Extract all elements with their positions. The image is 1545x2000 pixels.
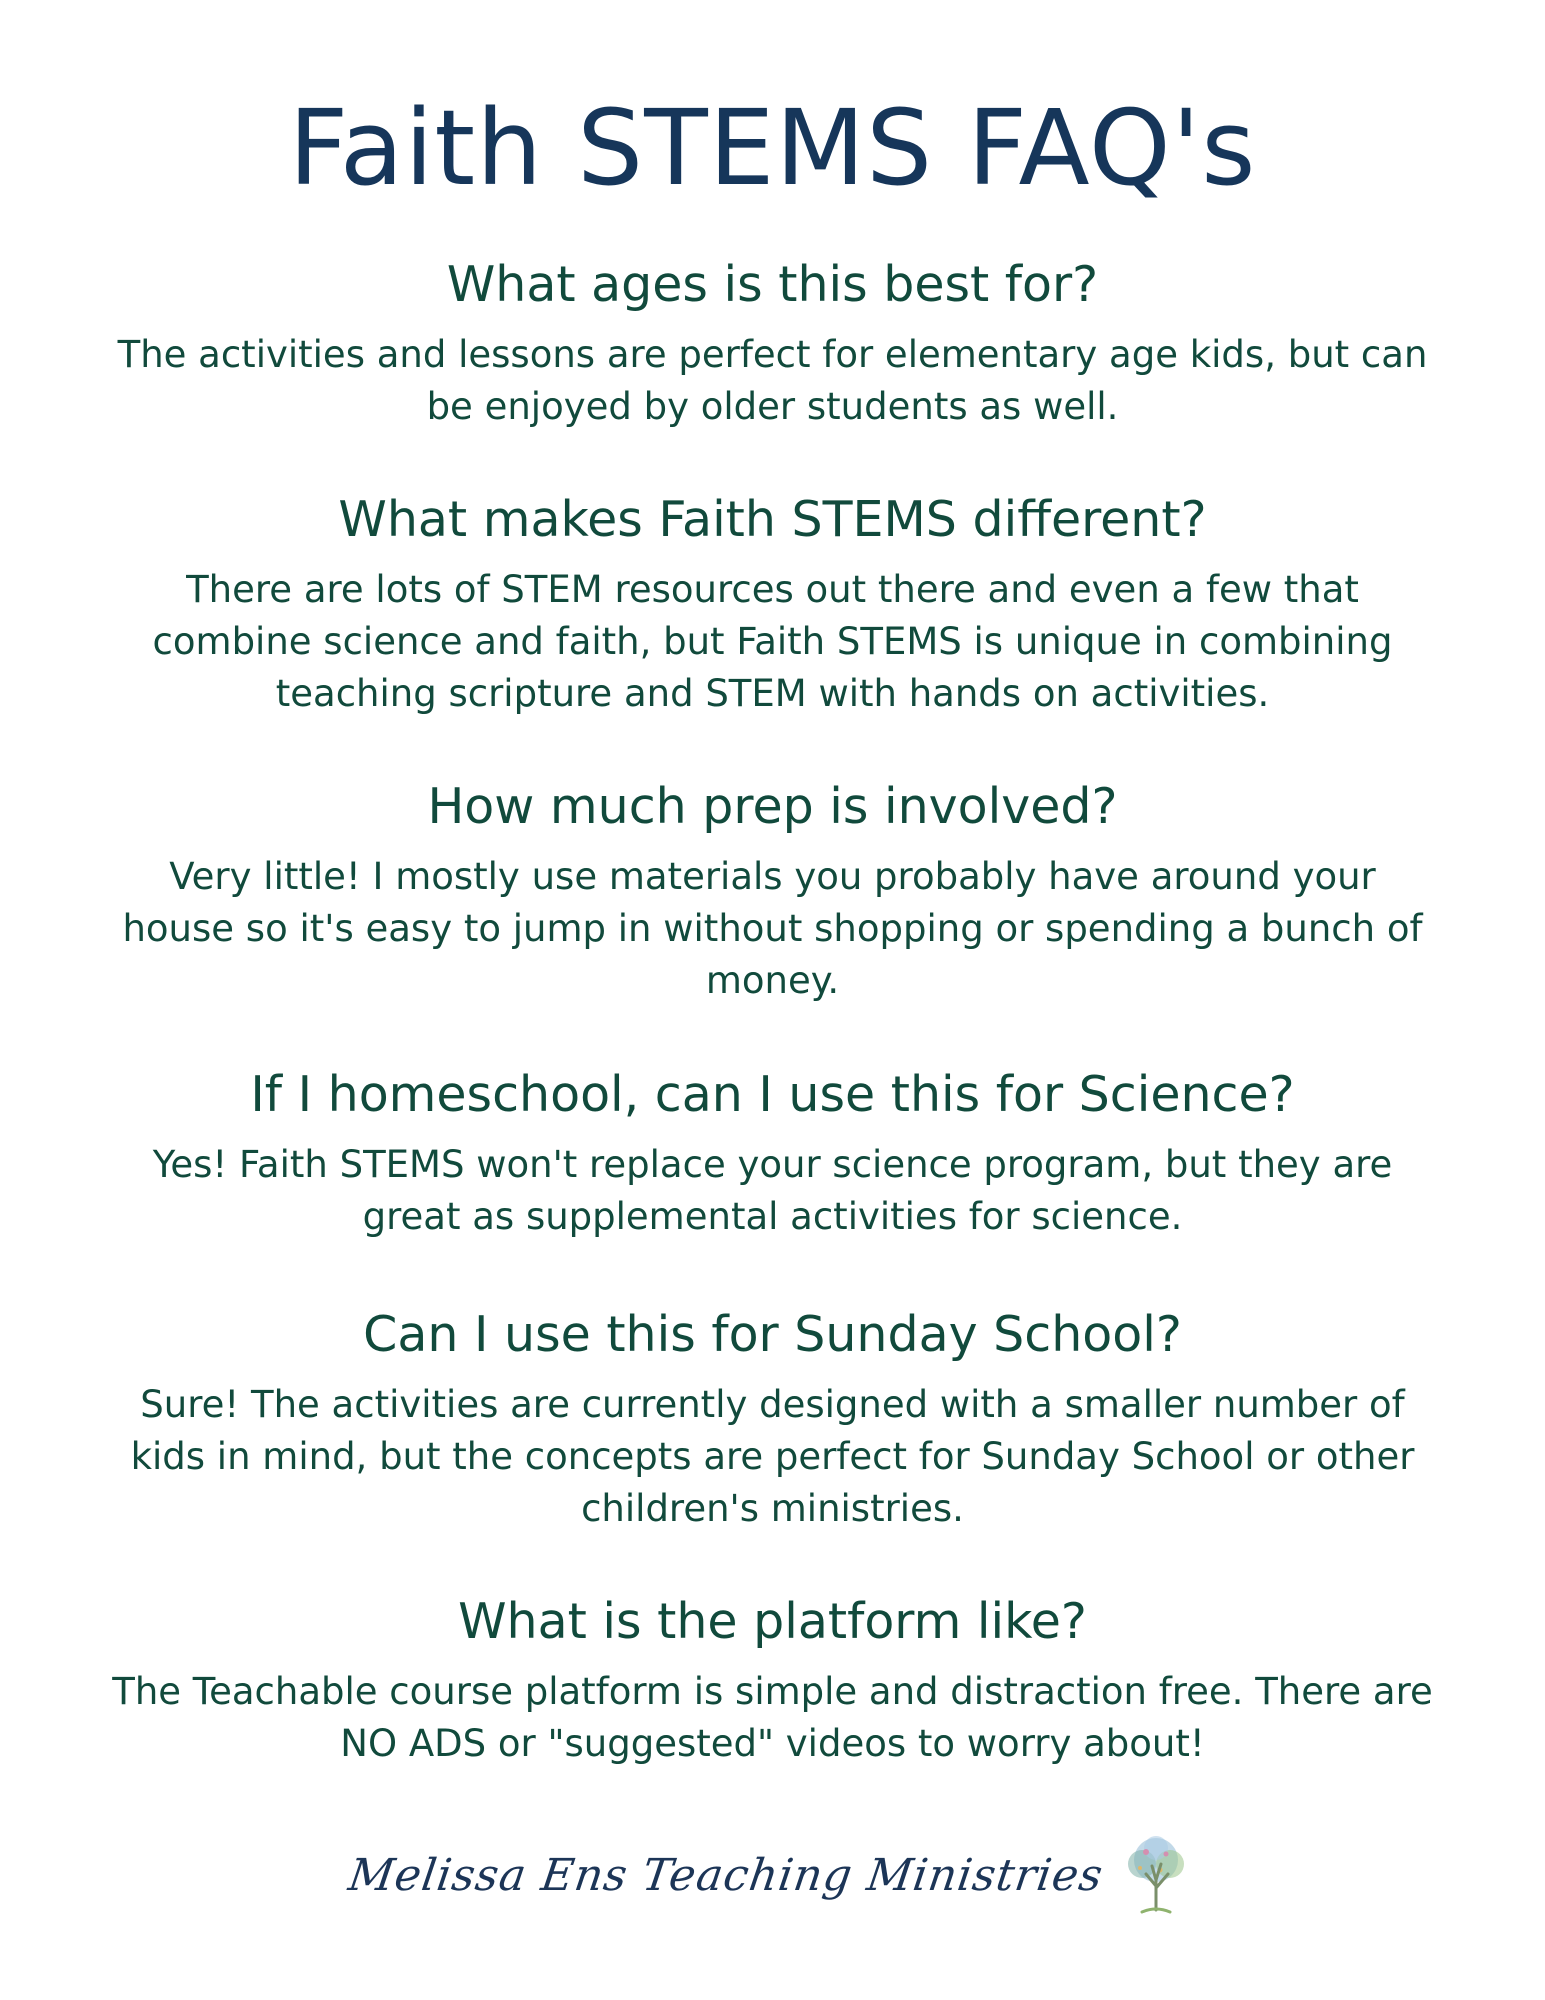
faq-question: If I homeschool, can I use this for Science? (250, 1066, 1295, 1123)
faq-question: What is the platform like? (458, 1593, 1087, 1650)
footer-logo (0, 1820, 1545, 1930)
faq-answer: Yes! Faith STEMS won't replace your science program, but they are great as supplemental activities for science. (152, 1143, 1393, 1238)
faq-question: How much prep is involved? (427, 778, 1118, 835)
faq-item (110, 777, 1435, 1007)
signature-logo-text: Melissa Ens Teaching Ministries (344, 1849, 1107, 1901)
faq-answer: There are lots of STEM resources out there and even a few that combine science and faith, but Faith STEMS is unique in combining teaching scripture and STEM with hands on activities. (152, 568, 1393, 715)
faq-item (110, 1065, 1435, 1243)
faq-answer: Very little! I mostly use materials you probably have around your house so it's easy to jump in without shopping or spending a bunch of money. (122, 855, 1423, 1002)
faq-item (110, 255, 1435, 433)
faq-question: What makes Faith STEMS different? (338, 491, 1207, 548)
faq-answer: The activities and lessons are perfect for elementary age kids, but can be enjoyed by older students as well. (117, 333, 1428, 428)
faq-answer: The Teachable course platform is simple and distraction free. There are NO ADS or "suggested" videos to worry about! (112, 1670, 1433, 1765)
faq-item (110, 1592, 1435, 1770)
faq-item (110, 490, 1435, 720)
page-title: Faith STEMS FAQ's (288, 87, 1257, 209)
faq-item (110, 1305, 1435, 1535)
faq-question: What ages is this best for? (446, 256, 1099, 313)
faq-question: Can I use this for Sunday School? (363, 1306, 1182, 1363)
tree-icon (1116, 1830, 1196, 1920)
faq-answer: Sure! The activities are currently designed with a smaller number of kids in mind, but the concepts are perfect for Sunday School or other children's ministries. (130, 1383, 1415, 1530)
